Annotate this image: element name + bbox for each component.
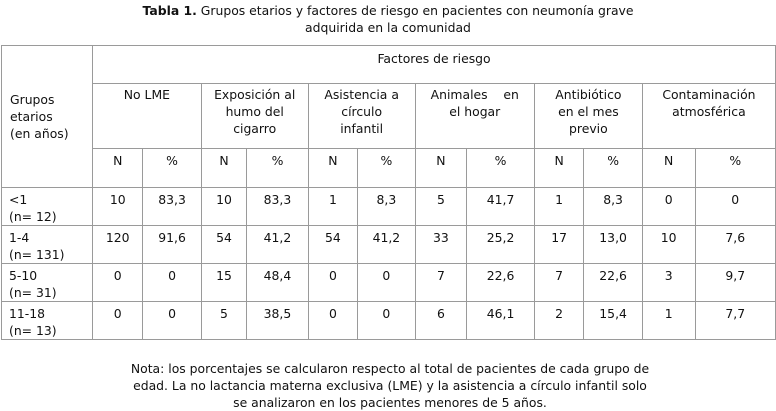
group-header-row: [2, 84, 776, 149]
cell-pct: 22,6: [584, 264, 643, 302]
cell-n: 5: [415, 188, 467, 226]
col-header-n: N: [93, 149, 143, 188]
cell-n: 0: [642, 188, 695, 226]
caption-label: Tabla 1.: [142, 3, 197, 18]
cell-n: 7: [415, 264, 467, 302]
col-header-n: N: [534, 149, 583, 188]
super-header-row: [2, 46, 776, 84]
cell-pct: 15,4: [584, 302, 643, 340]
cell-pct: 7,6: [695, 226, 776, 264]
risk-factors-table: [1, 45, 776, 340]
cell-pct: 38,5: [247, 302, 308, 340]
caption-line-1: [0, 2, 776, 19]
cell-pct: 46,1: [467, 302, 535, 340]
col-header-pct: %: [467, 149, 535, 188]
cell-n: 120: [93, 226, 143, 264]
row-label: 11-18 (n= 13): [2, 302, 93, 340]
cell-n: 0: [93, 264, 143, 302]
cell-n: 10: [201, 188, 247, 226]
group-header: Exposición al humo del cigarro: [201, 84, 308, 149]
group-header: Antibiótico en el mes previo: [534, 84, 642, 149]
cell-pct: 25,2: [467, 226, 535, 264]
table-caption: [0, 2, 776, 36]
col-header-n: N: [308, 149, 357, 188]
table-row: [2, 302, 776, 340]
cell-pct: 0: [143, 264, 201, 302]
cell-n: 17: [534, 226, 583, 264]
col-header-pct: %: [358, 149, 416, 188]
cell-n: 54: [201, 226, 247, 264]
sub-header-row: [2, 149, 776, 188]
cell-n: 0: [308, 264, 357, 302]
col-header-pct: %: [695, 149, 776, 188]
cell-n: 2: [534, 302, 583, 340]
cell-n: 0: [93, 302, 143, 340]
cell-pct: 9,7: [695, 264, 776, 302]
note-line-3: se analizaron en los pacientes menores de 5 años.: [233, 395, 547, 410]
cell-pct: 7,7: [695, 302, 776, 340]
note-line-2: edad. La no lactancia materna exclusiva (LME) y la asistencia a círculo infantil solo: [133, 378, 647, 393]
cell-pct: 48,4: [247, 264, 308, 302]
note-line-1: Nota: los porcentajes se calcularon respecto al total de pacientes de cada grupo de: [130, 361, 650, 376]
col-header-n: N: [415, 149, 467, 188]
cell-pct: 41,7: [467, 188, 535, 226]
super-header: Factores de riesgo: [93, 46, 776, 84]
row-label: <1 (n= 12): [2, 188, 93, 226]
cell-n: 3: [642, 264, 695, 302]
cell-pct: 41,2: [247, 226, 308, 264]
row-label: 5-10 (n= 31): [2, 264, 93, 302]
cell-n: 54: [308, 226, 357, 264]
row-label: 1-4 (n= 131): [2, 226, 93, 264]
cell-pct: 0: [143, 302, 201, 340]
cell-pct: 83,3: [247, 188, 308, 226]
cell-n: 10: [642, 226, 695, 264]
cell-n: 10: [93, 188, 143, 226]
cell-pct: 13,0: [584, 226, 643, 264]
cell-pct: 0: [695, 188, 776, 226]
col-header-n: N: [201, 149, 247, 188]
cell-n: 5: [201, 302, 247, 340]
group-header: Animales en el hogar: [415, 84, 534, 149]
table-row: [2, 264, 776, 302]
cell-n: 33: [415, 226, 467, 264]
cell-pct: 0: [358, 264, 416, 302]
cell-pct: 41,2: [358, 226, 416, 264]
table-note: [40, 360, 740, 411]
cell-pct: 0: [358, 302, 416, 340]
cell-pct: 8,3: [358, 188, 416, 226]
stub-header: Grupos etarios (en años): [2, 46, 93, 188]
cell-n: 1: [308, 188, 357, 226]
cell-pct: 83,3: [143, 188, 201, 226]
table-row: [2, 226, 776, 264]
caption-line-2: adquirida en la comunidad: [305, 20, 471, 35]
caption-title: Grupos etarios y factores de riesgo en pacientes con neumonía grave: [200, 3, 634, 18]
group-header: Asistencia a círculo infantil: [308, 84, 415, 149]
group-header: No LME: [93, 84, 202, 149]
group-header: Contaminación atmosférica: [642, 84, 775, 149]
cell-n: 15: [201, 264, 247, 302]
cell-n: 1: [642, 302, 695, 340]
col-header-pct: %: [143, 149, 201, 188]
table-row: [2, 188, 776, 226]
cell-pct: 8,3: [584, 188, 643, 226]
col-header-pct: %: [584, 149, 643, 188]
cell-n: 6: [415, 302, 467, 340]
cell-n: 1: [534, 188, 583, 226]
cell-n: 7: [534, 264, 583, 302]
cell-pct: 22,6: [467, 264, 535, 302]
col-header-n: N: [642, 149, 695, 188]
cell-n: 0: [308, 302, 357, 340]
cell-pct: 91,6: [143, 226, 201, 264]
col-header-pct: %: [247, 149, 308, 188]
